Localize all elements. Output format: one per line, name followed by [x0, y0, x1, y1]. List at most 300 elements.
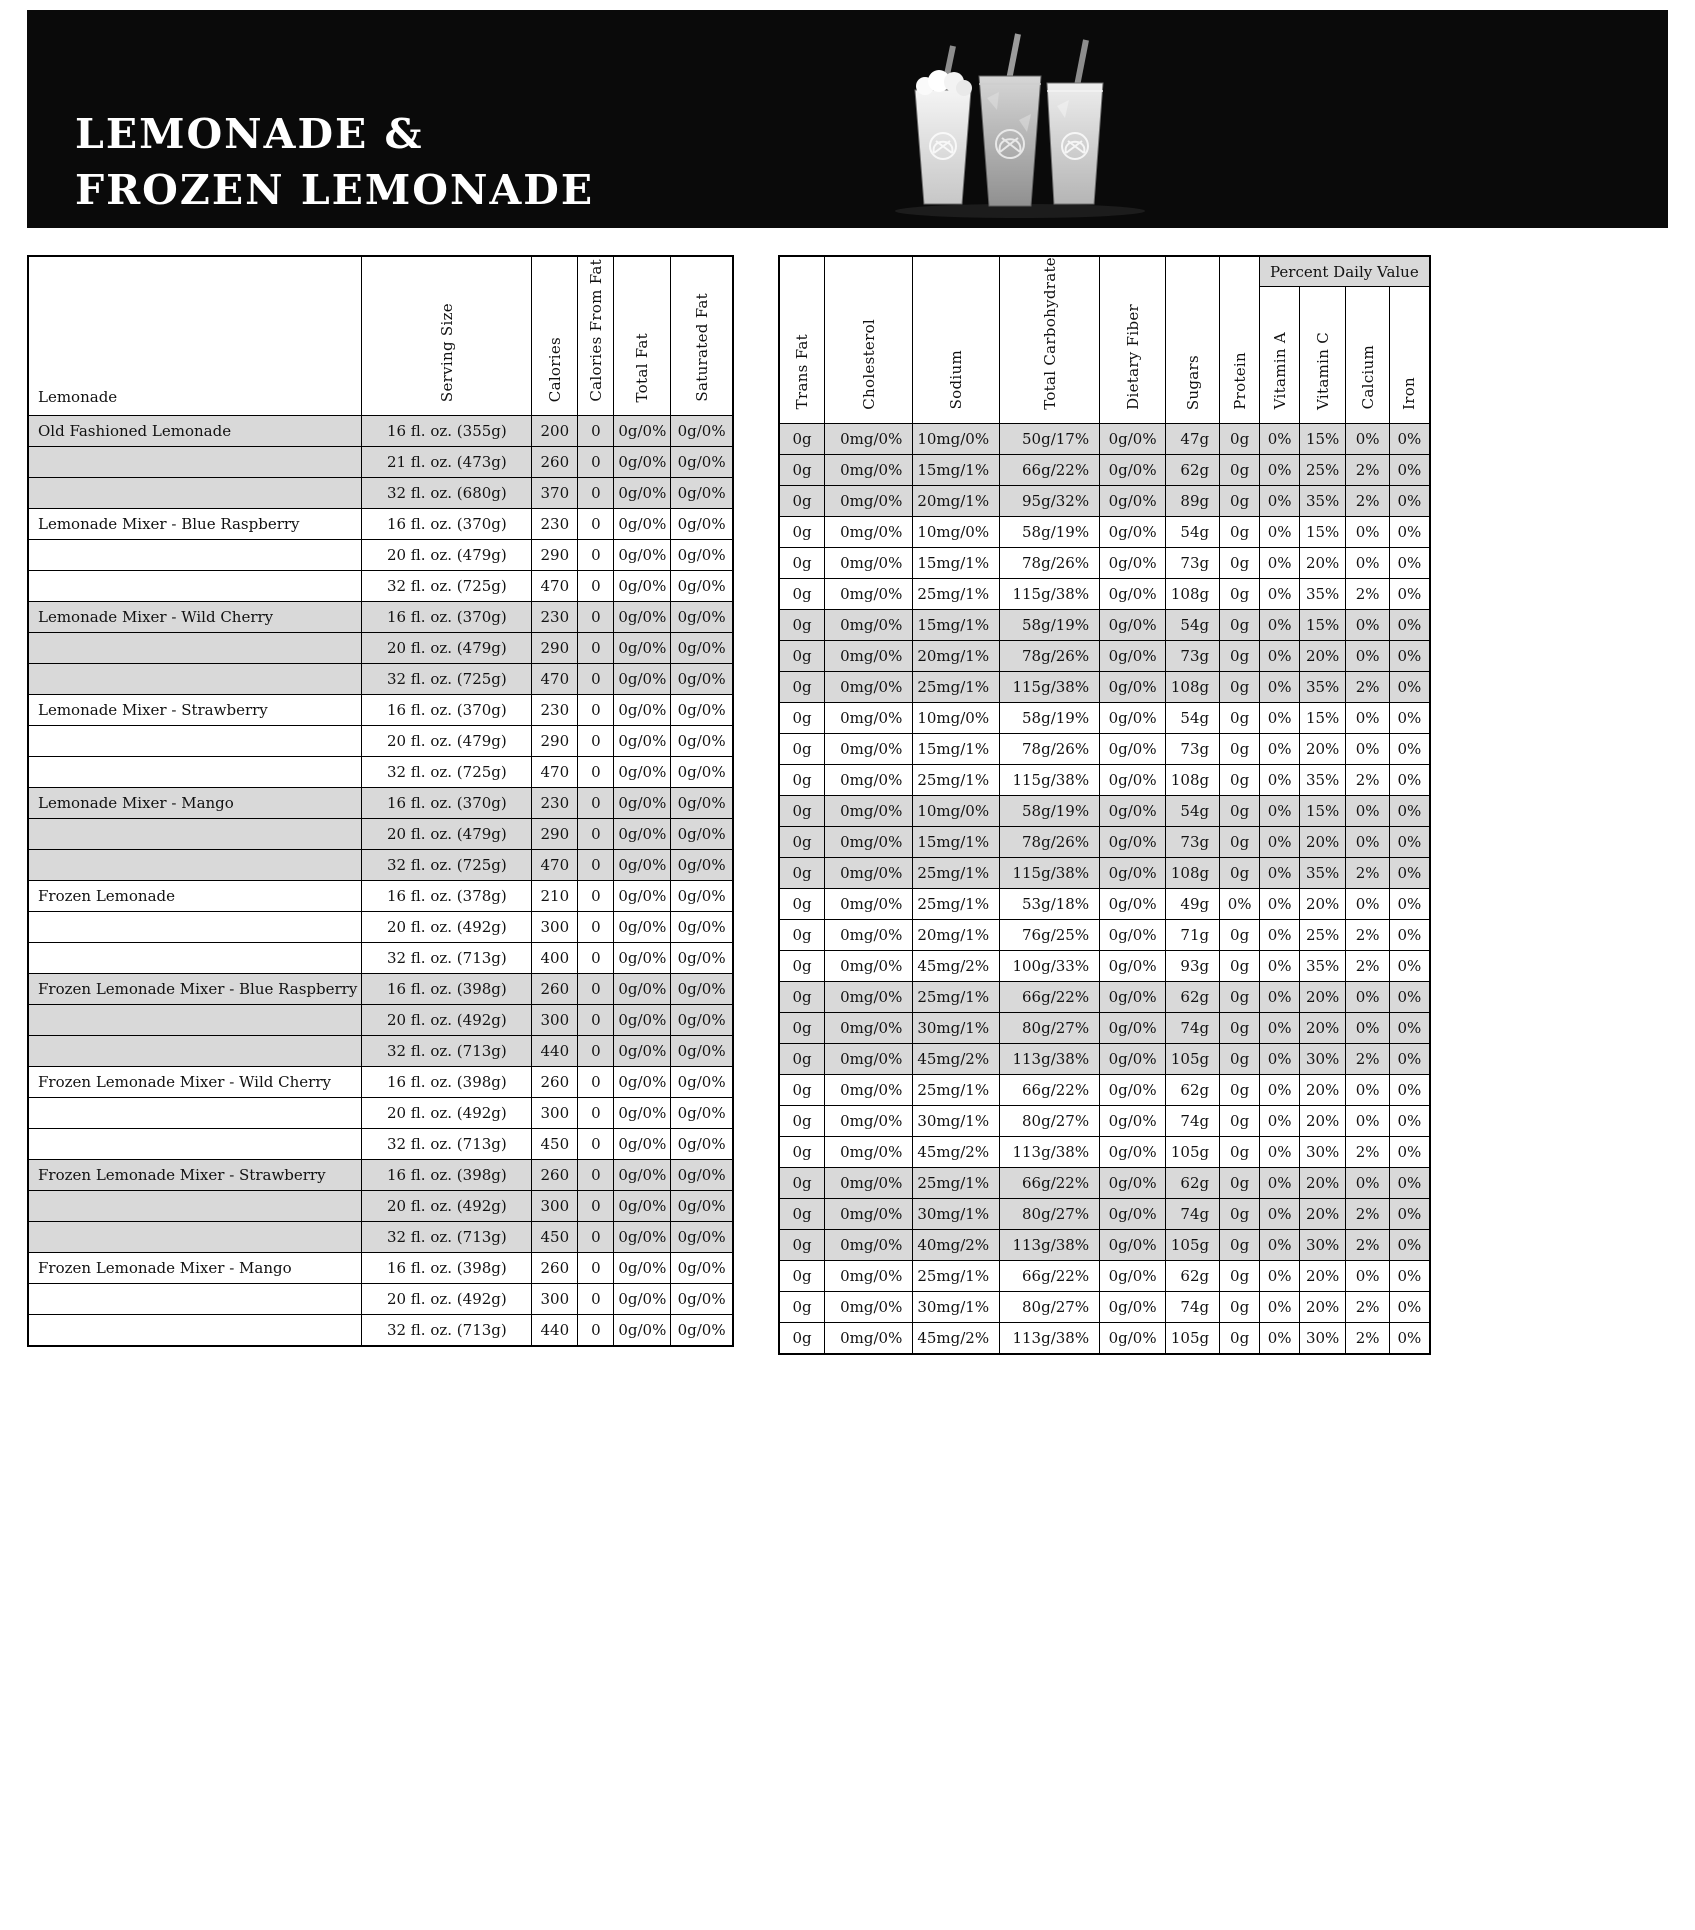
value-cell: 62g: [1166, 1167, 1220, 1198]
product-name-cell: [28, 1315, 362, 1347]
value-cell: 0%: [1390, 1322, 1430, 1354]
value-cell: 15mg/1%: [913, 454, 1000, 485]
value-cell: 0g: [1220, 764, 1260, 795]
value-cell: 0%: [1390, 764, 1430, 795]
value-cell: 30mg/1%: [913, 1012, 1000, 1043]
value-cell: 0%: [1390, 733, 1430, 764]
column-header-vitamin-a: Vitamin A: [1260, 287, 1300, 423]
value-cell: 0%: [1390, 423, 1430, 454]
value-cell: 230: [532, 602, 578, 633]
value-cell: 0%: [1346, 640, 1390, 671]
value-cell: 16 fl. oz. (398g): [362, 1160, 532, 1191]
value-cell: 80g/27%: [1000, 1291, 1100, 1322]
value-cell: 230: [532, 695, 578, 726]
column-header-total-carbohydrate: Total Carbohydrate: [1000, 256, 1100, 423]
value-cell: 0g: [779, 1322, 825, 1354]
value-cell: 0g/0%: [671, 726, 733, 757]
value-cell: 0%: [1260, 888, 1300, 919]
value-cell: 93g: [1166, 950, 1220, 981]
value-cell: 0g/0%: [614, 416, 671, 447]
right-table-body: [779, 423, 1430, 1354]
column-header-sodium: Sodium: [913, 256, 1000, 423]
value-cell: 89g: [1166, 485, 1220, 516]
value-cell: 2%: [1346, 950, 1390, 981]
value-cell: 370: [532, 478, 578, 509]
value-cell: 0mg/0%: [825, 547, 913, 578]
value-cell: 0%: [1390, 702, 1430, 733]
value-cell: 0%: [1390, 516, 1430, 547]
value-cell: 32 fl. oz. (713g): [362, 1036, 532, 1067]
value-cell: 73g: [1166, 733, 1220, 764]
column-header-lemonade: Lemonade: [28, 256, 362, 416]
value-cell: 0g/0%: [614, 1253, 671, 1284]
product-row-right: [779, 1167, 1430, 1198]
value-cell: 20%: [1300, 1198, 1346, 1229]
value-cell: 0g: [1220, 1012, 1260, 1043]
value-cell: 95g/32%: [1000, 485, 1100, 516]
value-cell: 73g: [1166, 640, 1220, 671]
value-cell: 35%: [1300, 950, 1346, 981]
product-row-left: [28, 1036, 733, 1067]
value-cell: 0%: [1390, 888, 1430, 919]
value-cell: 30%: [1300, 1229, 1346, 1260]
value-cell: 0%: [1346, 733, 1390, 764]
value-cell: 0g: [1220, 733, 1260, 764]
product-row-right: [779, 423, 1430, 454]
value-cell: 0mg/0%: [825, 1291, 913, 1322]
value-cell: 54g: [1166, 702, 1220, 733]
value-cell: 0: [578, 726, 614, 757]
value-cell: 20%: [1300, 1074, 1346, 1105]
value-cell: 0g/0%: [1100, 919, 1166, 950]
value-cell: 470: [532, 664, 578, 695]
product-name-cell: [28, 1036, 362, 1067]
product-name-cell: [28, 912, 362, 943]
value-cell: 16 fl. oz. (370g): [362, 509, 532, 540]
value-cell: 15mg/1%: [913, 609, 1000, 640]
value-cell: 32 fl. oz. (725g): [362, 571, 532, 602]
page-title: [75, 106, 594, 218]
value-cell: 0g: [1220, 671, 1260, 702]
value-cell: 15%: [1300, 516, 1346, 547]
product-row-left: [28, 1160, 733, 1191]
value-cell: 0: [578, 757, 614, 788]
value-cell: 0%: [1346, 1012, 1390, 1043]
value-cell: 0g/0%: [671, 1036, 733, 1067]
value-cell: 62g: [1166, 1074, 1220, 1105]
product-name-cell: Frozen Lemonade Mixer - Mango: [28, 1253, 362, 1284]
value-cell: 108g: [1166, 857, 1220, 888]
value-cell: 0: [578, 1253, 614, 1284]
value-cell: 25mg/1%: [913, 857, 1000, 888]
value-cell: 0mg/0%: [825, 764, 913, 795]
value-cell: 0g/0%: [671, 1315, 733, 1347]
value-cell: 0%: [1260, 733, 1300, 764]
right-header-row-1: [779, 256, 1430, 287]
value-cell: 300: [532, 1098, 578, 1129]
value-cell: 0g/0%: [614, 695, 671, 726]
product-row-right: [779, 733, 1430, 764]
value-cell: 0: [578, 974, 614, 1005]
product-name-cell: Frozen Lemonade: [28, 881, 362, 912]
value-cell: 2%: [1346, 454, 1390, 485]
value-cell: 0mg/0%: [825, 671, 913, 702]
value-cell: 450: [532, 1222, 578, 1253]
value-cell: 20%: [1300, 888, 1346, 919]
value-cell: 20mg/1%: [913, 640, 1000, 671]
left-table-body: [28, 416, 733, 1347]
value-cell: 0mg/0%: [825, 733, 913, 764]
value-cell: 35%: [1300, 671, 1346, 702]
value-cell: 0g/0%: [614, 1284, 671, 1315]
value-cell: 0g: [1220, 1291, 1260, 1322]
product-row-right: [779, 640, 1430, 671]
value-cell: 0mg/0%: [825, 1198, 913, 1229]
product-row-left: [28, 757, 733, 788]
value-cell: 20 fl. oz. (492g): [362, 912, 532, 943]
value-cell: 0: [578, 664, 614, 695]
product-name-cell: Frozen Lemonade Mixer - Wild Cherry: [28, 1067, 362, 1098]
value-cell: 0mg/0%: [825, 950, 913, 981]
value-cell: 58g/19%: [1000, 516, 1100, 547]
value-cell: 0g/0%: [671, 633, 733, 664]
product-row-left: [28, 1191, 733, 1222]
product-row-left: [28, 1129, 733, 1160]
product-row-left: [28, 1098, 733, 1129]
product-row-right: [779, 919, 1430, 950]
value-cell: 45mg/2%: [913, 950, 1000, 981]
value-cell: 105g: [1166, 1322, 1220, 1354]
product-name-cell: Frozen Lemonade Mixer - Blue Raspberry: [28, 974, 362, 1005]
value-cell: 113g/38%: [1000, 1136, 1100, 1167]
value-cell: 0g/0%: [671, 1284, 733, 1315]
value-cell: 0: [578, 602, 614, 633]
value-cell: 40mg/2%: [913, 1229, 1000, 1260]
value-cell: 20%: [1300, 640, 1346, 671]
value-cell: 2%: [1346, 1322, 1390, 1354]
product-row-left: [28, 788, 733, 819]
value-cell: 54g: [1166, 516, 1220, 547]
value-cell: 0: [578, 1191, 614, 1222]
value-cell: 470: [532, 571, 578, 602]
value-cell: 0g/0%: [671, 602, 733, 633]
value-cell: 0g: [1220, 640, 1260, 671]
value-cell: 25%: [1300, 919, 1346, 950]
value-cell: 10mg/0%: [913, 423, 1000, 454]
value-cell: 16 fl. oz. (378g): [362, 881, 532, 912]
product-row-left: [28, 1253, 733, 1284]
value-cell: 0g: [779, 671, 825, 702]
value-cell: 0%: [1260, 578, 1300, 609]
value-cell: 0%: [1260, 950, 1300, 981]
lemonade-cups-image: [885, 28, 1155, 224]
value-cell: 25mg/1%: [913, 1074, 1000, 1105]
value-cell: 15%: [1300, 423, 1346, 454]
product-row-right: [779, 609, 1430, 640]
value-cell: 0g: [1220, 1167, 1260, 1198]
product-name-cell: [28, 726, 362, 757]
value-cell: 0%: [1260, 1136, 1300, 1167]
value-cell: 21 fl. oz. (473g): [362, 447, 532, 478]
value-cell: 0g: [779, 1229, 825, 1260]
value-cell: 0%: [1390, 454, 1430, 485]
value-cell: 30%: [1300, 1322, 1346, 1354]
value-cell: 20%: [1300, 1167, 1346, 1198]
value-cell: 0g/0%: [671, 1253, 733, 1284]
value-cell: 0g: [1220, 702, 1260, 733]
value-cell: 0: [578, 850, 614, 881]
value-cell: 0g: [779, 454, 825, 485]
product-row-right: [779, 702, 1430, 733]
value-cell: 0g: [779, 547, 825, 578]
value-cell: 0g/0%: [614, 912, 671, 943]
product-row-right: [779, 1012, 1430, 1043]
value-cell: 0g: [779, 1012, 825, 1043]
value-cell: 0g: [779, 919, 825, 950]
value-cell: 32 fl. oz. (680g): [362, 478, 532, 509]
product-row-left: [28, 416, 733, 447]
value-cell: 0g/0%: [671, 788, 733, 819]
value-cell: 450: [532, 1129, 578, 1160]
product-name-cell: [28, 1222, 362, 1253]
product-name-cell: Lemonade Mixer - Mango: [28, 788, 362, 819]
value-cell: 25mg/1%: [913, 1260, 1000, 1291]
value-cell: 0%: [1390, 609, 1430, 640]
value-cell: 20%: [1300, 1260, 1346, 1291]
product-row-left: [28, 571, 733, 602]
value-cell: 73g: [1166, 826, 1220, 857]
value-cell: 20%: [1300, 547, 1346, 578]
value-cell: 80g/27%: [1000, 1198, 1100, 1229]
value-cell: 50g/17%: [1000, 423, 1100, 454]
value-cell: 0mg/0%: [825, 795, 913, 826]
value-cell: 0%: [1390, 1012, 1430, 1043]
product-row-left: [28, 602, 733, 633]
column-header-vitamin-c: Vitamin C: [1300, 287, 1346, 423]
value-cell: 105g: [1166, 1136, 1220, 1167]
value-cell: 0%: [1390, 1167, 1430, 1198]
value-cell: 0g: [779, 485, 825, 516]
value-cell: 0g/0%: [671, 850, 733, 881]
value-cell: 105g: [1166, 1229, 1220, 1260]
value-cell: 15%: [1300, 609, 1346, 640]
product-name-cell: [28, 819, 362, 850]
product-name-cell: [28, 757, 362, 788]
value-cell: 113g/38%: [1000, 1043, 1100, 1074]
value-cell: 20%: [1300, 826, 1346, 857]
value-cell: 15%: [1300, 702, 1346, 733]
value-cell: 0mg/0%: [825, 1260, 913, 1291]
value-cell: 16 fl. oz. (370g): [362, 695, 532, 726]
value-cell: 62g: [1166, 1260, 1220, 1291]
value-cell: 230: [532, 509, 578, 540]
value-cell: 0g/0%: [671, 974, 733, 1005]
value-cell: 0%: [1390, 578, 1430, 609]
value-cell: 0g: [779, 1198, 825, 1229]
value-cell: 66g/22%: [1000, 454, 1100, 485]
value-cell: 290: [532, 633, 578, 664]
value-cell: 62g: [1166, 981, 1220, 1012]
value-cell: 0%: [1260, 423, 1300, 454]
value-cell: 0g: [1220, 1260, 1260, 1291]
column-header-calcium: Calcium: [1346, 287, 1390, 423]
value-cell: 0%: [1260, 1012, 1300, 1043]
value-cell: 49g: [1166, 888, 1220, 919]
value-cell: 0g: [1220, 1136, 1260, 1167]
value-cell: 0g: [1220, 516, 1260, 547]
value-cell: 0%: [1260, 702, 1300, 733]
value-cell: 0g/0%: [1100, 1105, 1166, 1136]
value-cell: 0g/0%: [1100, 795, 1166, 826]
value-cell: 32 fl. oz. (713g): [362, 1315, 532, 1347]
value-cell: 0g: [1220, 826, 1260, 857]
product-row-left: [28, 726, 733, 757]
value-cell: 0g/0%: [1100, 1167, 1166, 1198]
value-cell: 32 fl. oz. (725g): [362, 664, 532, 695]
value-cell: 0g/0%: [671, 571, 733, 602]
value-cell: 0%: [1260, 1198, 1300, 1229]
value-cell: 0%: [1260, 609, 1300, 640]
value-cell: 10mg/0%: [913, 516, 1000, 547]
value-cell: 0g: [1220, 950, 1260, 981]
value-cell: 20 fl. oz. (492g): [362, 1005, 532, 1036]
value-cell: 0mg/0%: [825, 516, 913, 547]
value-cell: 0g: [779, 981, 825, 1012]
value-cell: 73g: [1166, 547, 1220, 578]
value-cell: 0%: [1390, 671, 1430, 702]
value-cell: 0g/0%: [614, 1098, 671, 1129]
value-cell: 0%: [1390, 919, 1430, 950]
value-cell: 20%: [1300, 1105, 1346, 1136]
value-cell: 0g/0%: [614, 819, 671, 850]
value-cell: 20 fl. oz. (479g): [362, 633, 532, 664]
value-cell: 0: [578, 1284, 614, 1315]
value-cell: 0%: [1260, 1043, 1300, 1074]
value-cell: 20%: [1300, 733, 1346, 764]
product-name-cell: Lemonade Mixer - Strawberry: [28, 695, 362, 726]
value-cell: 0g/0%: [1100, 547, 1166, 578]
value-cell: 0g: [779, 857, 825, 888]
value-cell: 0g/0%: [671, 1160, 733, 1191]
value-cell: 0%: [1346, 702, 1390, 733]
product-row-left: [28, 540, 733, 571]
value-cell: 0g/0%: [1100, 1229, 1166, 1260]
value-cell: 0g: [1220, 547, 1260, 578]
value-cell: 74g: [1166, 1291, 1220, 1322]
product-name-cell: [28, 943, 362, 974]
value-cell: 0mg/0%: [825, 1105, 913, 1136]
product-row-left: [28, 1222, 733, 1253]
value-cell: 0: [578, 1129, 614, 1160]
value-cell: 0%: [1390, 547, 1430, 578]
value-cell: 0mg/0%: [825, 454, 913, 485]
value-cell: 35%: [1300, 764, 1346, 795]
value-cell: 25mg/1%: [913, 764, 1000, 795]
value-cell: 0%: [1390, 1105, 1430, 1136]
value-cell: 0g/0%: [1100, 1012, 1166, 1043]
value-cell: 0mg/0%: [825, 888, 913, 919]
value-cell: 16 fl. oz. (355g): [362, 416, 532, 447]
column-header-serving-size: Serving Size: [362, 256, 532, 416]
value-cell: 290: [532, 540, 578, 571]
value-cell: 20mg/1%: [913, 485, 1000, 516]
value-cell: 0g/0%: [671, 1129, 733, 1160]
value-cell: 0g/0%: [671, 943, 733, 974]
value-cell: 20 fl. oz. (492g): [362, 1191, 532, 1222]
product-row-right: [779, 1043, 1430, 1074]
value-cell: 200: [532, 416, 578, 447]
value-cell: 45mg/2%: [913, 1043, 1000, 1074]
value-cell: 0g/0%: [1100, 1074, 1166, 1105]
value-cell: 32 fl. oz. (713g): [362, 1129, 532, 1160]
value-cell: 20 fl. oz. (479g): [362, 819, 532, 850]
value-cell: 0g/0%: [1100, 826, 1166, 857]
value-cell: 16 fl. oz. (370g): [362, 788, 532, 819]
value-cell: 2%: [1346, 485, 1390, 516]
product-row-left: [28, 478, 733, 509]
value-cell: 105g: [1166, 1043, 1220, 1074]
value-cell: 78g/26%: [1000, 826, 1100, 857]
value-cell: 0g/0%: [1100, 1136, 1166, 1167]
value-cell: 0g/0%: [1100, 733, 1166, 764]
value-cell: 0%: [1346, 826, 1390, 857]
value-cell: 0mg/0%: [825, 1322, 913, 1354]
value-cell: 20%: [1300, 1291, 1346, 1322]
product-row-right: [779, 578, 1430, 609]
product-row-left: [28, 819, 733, 850]
product-name-cell: [28, 1284, 362, 1315]
value-cell: 0g/0%: [614, 757, 671, 788]
value-cell: 440: [532, 1036, 578, 1067]
value-cell: 470: [532, 757, 578, 788]
product-name-cell: [28, 633, 362, 664]
value-cell: 0g/0%: [614, 1191, 671, 1222]
value-cell: 2%: [1346, 1043, 1390, 1074]
value-cell: 0%: [1260, 857, 1300, 888]
value-cell: 0mg/0%: [825, 826, 913, 857]
value-cell: 30mg/1%: [913, 1291, 1000, 1322]
value-cell: 0mg/0%: [825, 609, 913, 640]
product-row-left: [28, 447, 733, 478]
value-cell: 0: [578, 1098, 614, 1129]
value-cell: 0g/0%: [1100, 1198, 1166, 1229]
value-cell: 0g: [1220, 609, 1260, 640]
product-row-right: [779, 485, 1430, 516]
value-cell: 20%: [1300, 1012, 1346, 1043]
value-cell: 54g: [1166, 609, 1220, 640]
product-row-right: [779, 764, 1430, 795]
value-cell: 78g/26%: [1000, 640, 1100, 671]
value-cell: 0%: [1260, 454, 1300, 485]
value-cell: 0g/0%: [671, 509, 733, 540]
value-cell: 260: [532, 1067, 578, 1098]
value-cell: 0%: [1260, 1105, 1300, 1136]
product-row-right: [779, 547, 1430, 578]
value-cell: 45mg/2%: [913, 1136, 1000, 1167]
value-cell: 0g: [1220, 1043, 1260, 1074]
value-cell: 0: [578, 695, 614, 726]
value-cell: 300: [532, 1005, 578, 1036]
value-cell: 0g/0%: [614, 664, 671, 695]
value-cell: 0mg/0%: [825, 702, 913, 733]
value-cell: 20 fl. oz. (479g): [362, 540, 532, 571]
value-cell: 0g/0%: [1100, 640, 1166, 671]
value-cell: 0: [578, 1315, 614, 1347]
product-row-right: [779, 1136, 1430, 1167]
value-cell: 0g/0%: [1100, 702, 1166, 733]
value-cell: 0g/0%: [614, 943, 671, 974]
value-cell: 0g: [779, 1260, 825, 1291]
